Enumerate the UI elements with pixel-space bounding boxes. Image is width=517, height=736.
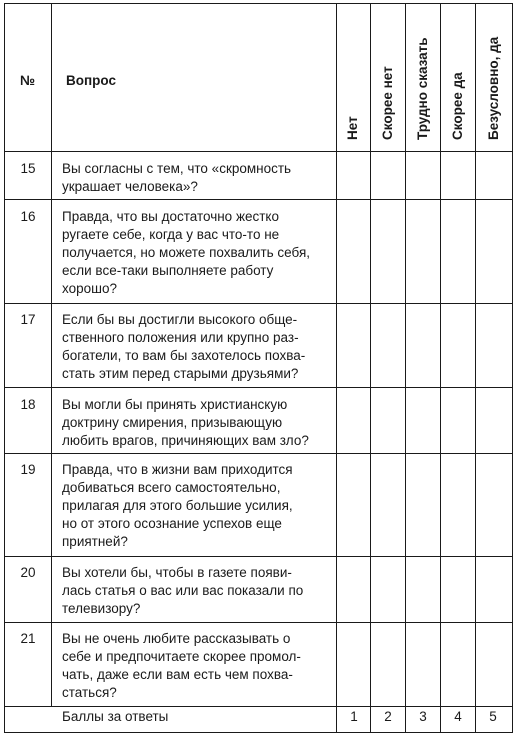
score-value: 5 bbox=[489, 709, 497, 724]
table-border-left bbox=[4, 3, 5, 733]
question-text-line: Вы согласны с тем, что «скромность bbox=[62, 161, 292, 176]
question-text-line: Вы могли бы принять христианскую bbox=[62, 397, 288, 412]
row-divider bbox=[4, 622, 513, 623]
question-text-line: ственного положения или крупно раз- bbox=[62, 330, 299, 345]
score-value: 4 bbox=[454, 709, 462, 724]
question-text-line: ругаете себе, когда у вас что-то не bbox=[62, 227, 280, 242]
score-value: 3 bbox=[419, 709, 427, 724]
answer-column-divider bbox=[336, 3, 337, 733]
question-column-header: Вопрос bbox=[66, 73, 116, 88]
question-text-line: хорошо? bbox=[62, 281, 117, 296]
answer-column-divider bbox=[440, 3, 441, 733]
scores-row-label: Баллы за ответы bbox=[62, 709, 169, 724]
question-number: 17 bbox=[20, 312, 36, 327]
row-divider bbox=[4, 556, 513, 557]
num-column-divider bbox=[51, 3, 52, 706]
question-number: 19 bbox=[20, 462, 36, 477]
question-text-line: но от этого осознание успехов еще bbox=[62, 516, 282, 531]
row-divider bbox=[4, 387, 513, 388]
question-text-line: любить врагов, причиняющих вам зло? bbox=[62, 433, 309, 448]
question-text-line: себе и предпочитаете скорее промол- bbox=[62, 649, 301, 664]
answer-column-divider bbox=[405, 3, 406, 733]
answer-column-divider bbox=[370, 3, 371, 733]
row-divider bbox=[4, 199, 513, 200]
question-number: 18 bbox=[20, 397, 36, 412]
question-text-line: стать этим перед старыми друзьями? bbox=[62, 366, 299, 381]
row-divider bbox=[4, 706, 513, 707]
answer-header-rather-no: Скорее нет bbox=[380, 66, 395, 140]
question-text-line: телевизору? bbox=[62, 601, 141, 616]
header-bottom-rule bbox=[4, 151, 513, 152]
question-text-line: Вы не очень любите рассказывать о bbox=[62, 631, 291, 646]
answer-header-rather-yes: Скорее да bbox=[450, 72, 465, 140]
question-text-line: прилагая для этого большие усилия, bbox=[62, 498, 293, 513]
question-text-line: лась статья о вас или вас показали по bbox=[62, 583, 304, 598]
table-border-bottom bbox=[4, 732, 513, 733]
row-divider bbox=[4, 303, 513, 304]
question-text-line: богатели, то вам бы захотелось похва- bbox=[62, 348, 306, 363]
row-divider bbox=[4, 453, 513, 454]
question-text-line: получается, но можете похвалить себя, bbox=[62, 245, 311, 260]
question-text-line: чать, даже если вам есть чем похва- bbox=[62, 667, 293, 682]
question-text-line: Если бы вы достигли высокого обще- bbox=[62, 312, 298, 327]
answer-column-divider bbox=[475, 3, 476, 733]
question-number: 20 bbox=[20, 565, 36, 580]
table-border-top bbox=[4, 3, 513, 4]
question-text-line: Правда, что вы достаточно жестко bbox=[62, 209, 279, 224]
question-text-line: приятней? bbox=[62, 534, 128, 549]
question-text-line: добиваться всего самостоятельно, bbox=[62, 480, 281, 495]
question-number: 16 bbox=[20, 209, 36, 224]
question-text-line: если все-таки выполняете работу bbox=[62, 263, 274, 278]
question-number: 15 bbox=[20, 161, 36, 176]
score-value: 2 bbox=[384, 709, 392, 724]
score-value: 1 bbox=[350, 709, 358, 724]
question-text-line: Вы хотели бы, чтобы в газете появи- bbox=[62, 565, 292, 580]
question-text-line: украшает человека»? bbox=[62, 179, 198, 194]
question-number: 21 bbox=[20, 631, 36, 646]
table-border-right bbox=[512, 3, 513, 733]
answer-header-hard-to-say: Трудно сказать bbox=[415, 37, 430, 140]
answer-header-definitely-yes: Безусловно, да bbox=[486, 36, 501, 140]
question-text-line: Правда, что в жизни вам приходится bbox=[62, 462, 293, 477]
question-text-line: доктрину смирения, призывающую bbox=[62, 415, 283, 430]
question-text-line: статься? bbox=[62, 685, 117, 700]
num-column-header: № bbox=[20, 73, 36, 88]
answer-header-no: Нет bbox=[345, 116, 360, 140]
